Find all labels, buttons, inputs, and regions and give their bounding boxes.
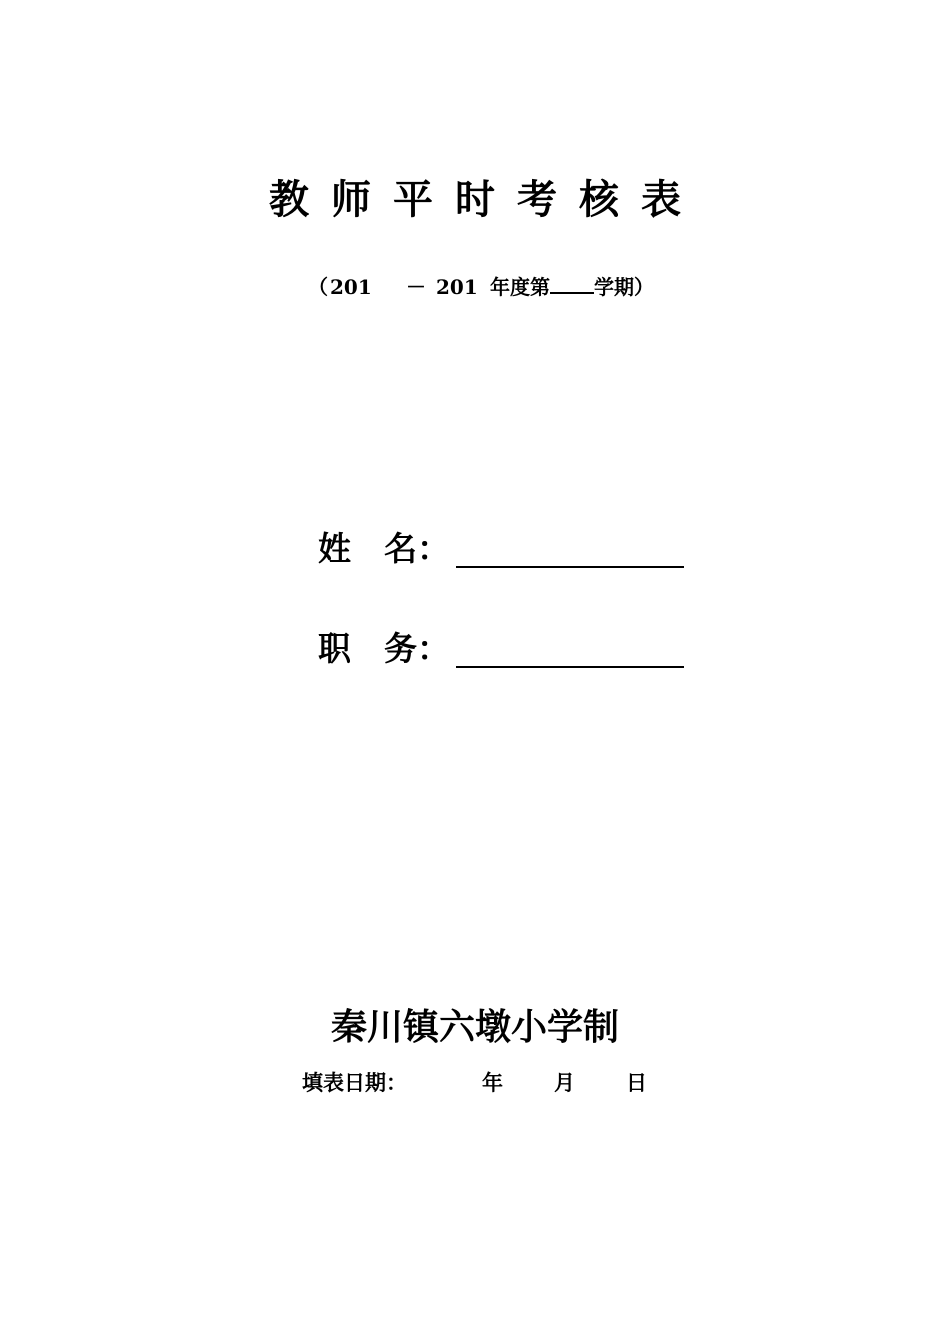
subtitle-dash: － [406, 275, 426, 299]
fill-date-month: 月 [554, 1070, 575, 1095]
name-label: 姓 名： [318, 529, 450, 568]
school-name: 秦川镇六墩小学制 [330, 1006, 619, 1048]
position-blank-line[interactable] [456, 666, 684, 668]
position-field-row [318, 626, 684, 672]
subtitle-year-start: 201 [330, 275, 372, 299]
subtitle-year-end: 201 [436, 275, 478, 299]
fill-date-row [302, 1068, 647, 1098]
academic-year-line [308, 272, 654, 301]
subtitle-term-suffix: 学期） [594, 275, 654, 299]
subtitle-year-suffix: 年度第 [490, 275, 550, 299]
fill-date-day: 日 [626, 1070, 647, 1095]
subtitle-open-paren: （ [308, 275, 328, 299]
name-field-row [318, 526, 684, 572]
fill-date-label: 填表日期： [302, 1070, 407, 1095]
fill-date-year: 年 [482, 1070, 503, 1095]
position-label: 职 务： [318, 629, 450, 668]
document-title: 教师平时考核表 [269, 176, 703, 223]
name-blank-line[interactable] [456, 566, 684, 568]
term-number-blank[interactable] [550, 272, 594, 294]
